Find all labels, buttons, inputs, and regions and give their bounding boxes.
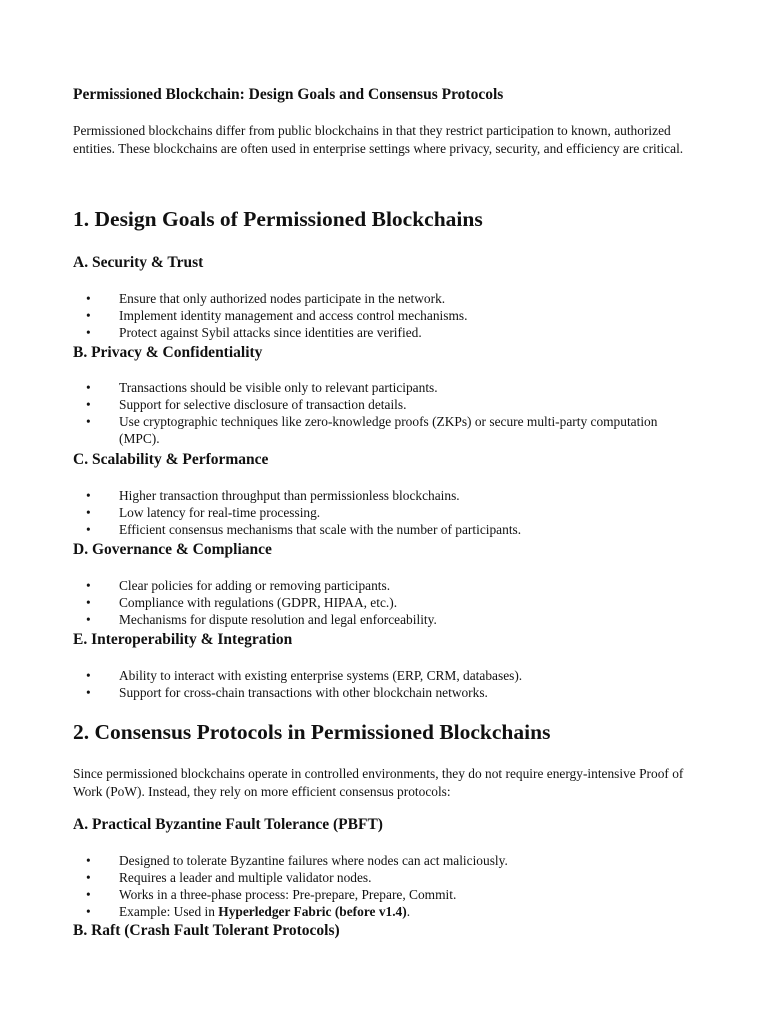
list-item: [0, 667, 679, 684]
example-bold-text: Hyperledger Fabric (before v1.4): [218, 904, 407, 919]
bullet-glyph: •: [86, 488, 91, 503]
bullet-glyph: •: [86, 668, 91, 683]
interoperability-bullet-list: [0, 667, 679, 701]
list-item-text: Requires a leader and multiple validator nodes.: [119, 870, 372, 885]
list-item: [0, 869, 679, 886]
scalability-bullet-list: [0, 487, 679, 538]
bullet-glyph: •: [86, 325, 91, 340]
list-item: [0, 577, 679, 594]
section-2-intro-paragraph: Since permissioned blockchains operate in controlled environments, they do not require energy-intensive Proof of Work (PoW). Instead, they rely on more efficient consensus protocols:: [73, 766, 684, 799]
list-item-text: Designed to tolerate Byzantine failures where nodes can act maliciously.: [119, 853, 508, 868]
section-2-heading: 2. Consensus Protocols in Permissioned Blockchains: [73, 720, 551, 744]
governance-bullet-list: [0, 577, 679, 628]
subsection-privacy-heading: B. Privacy & Confidentiality: [73, 344, 263, 361]
list-item-text: Works in a three-phase process: Pre-prepare, Prepare, Commit.: [119, 887, 457, 902]
list-item-text: Compliance with regulations (GDPR, HIPAA, etc.).: [119, 595, 398, 610]
subsection-pbft-heading: A. Practical Byzantine Fault Tolerance (PBFT): [73, 816, 383, 833]
bullet-glyph: •: [86, 522, 91, 537]
list-item: [0, 290, 679, 307]
list-item-text: Clear policies for adding or removing participants.: [119, 578, 391, 593]
list-item: [0, 487, 679, 504]
bullet-glyph: •: [86, 380, 91, 395]
list-item: [0, 324, 679, 341]
list-item-text: Use cryptographic techniques like zero-knowledge proofs (ZKPs) or secure multi-party computation (MPC).: [119, 414, 658, 446]
pbft-bullet-list: [0, 852, 679, 920]
list-item: [0, 413, 679, 447]
bullet-glyph: •: [86, 578, 91, 593]
example-prefix: Example: Used in: [119, 904, 219, 919]
list-item-text: Ensure that only authorized nodes participate in the network.: [119, 291, 446, 306]
bullet-glyph: •: [86, 397, 91, 412]
list-item: [0, 307, 679, 324]
list-item: [0, 396, 679, 413]
subsection-scalability-heading: C. Scalability & Performance: [73, 451, 269, 468]
example-suffix: .: [406, 904, 411, 919]
privacy-bullet-list: [0, 379, 679, 447]
security-bullet-list: [0, 290, 679, 341]
bullet-glyph: •: [86, 685, 91, 700]
list-item-text: Ability to interact with existing enterprise systems (ERP, CRM, databases).: [119, 668, 523, 683]
list-item: [0, 886, 679, 903]
bullet-glyph: •: [86, 612, 91, 627]
list-item: [0, 379, 679, 396]
bullet-glyph: •: [86, 291, 91, 306]
list-item: [0, 903, 679, 920]
bullet-glyph: •: [86, 308, 91, 323]
list-item-text: Low latency for real-time processing.: [119, 505, 321, 520]
list-item-text: Support for selective disclosure of transaction details.: [119, 397, 407, 412]
list-item-text: Higher transaction throughput than permissionless blockchains.: [119, 488, 460, 503]
bullet-glyph: •: [86, 887, 91, 902]
list-item: [0, 521, 679, 538]
list-item-text: Transactions should be visible only to relevant participants.: [119, 380, 438, 395]
bullet-glyph: •: [86, 505, 91, 520]
list-item-text: Efficient consensus mechanisms that scale with the number of participants.: [119, 522, 522, 537]
bullet-glyph: •: [86, 414, 91, 429]
list-item: [0, 594, 679, 611]
list-item-text: Mechanisms for dispute resolution and legal enforceability.: [119, 612, 437, 627]
subsection-security-heading: A. Security & Trust: [73, 254, 204, 271]
list-item: [0, 852, 679, 869]
section-1-heading: 1. Design Goals of Permissioned Blockchains: [73, 207, 483, 231]
bullet-glyph: •: [86, 870, 91, 885]
subsection-governance-heading: D. Governance & Compliance: [73, 541, 272, 558]
bullet-glyph: •: [86, 853, 91, 868]
document-title: Permissioned Blockchain: Design Goals and Consensus Protocols: [73, 86, 504, 103]
list-item-text: Protect against Sybil attacks since identities are verified.: [119, 325, 422, 340]
subsection-interoperability-heading: E. Interoperability & Integration: [73, 631, 293, 648]
list-item: [0, 611, 679, 628]
list-item-text: Implement identity management and access control mechanisms.: [119, 308, 468, 323]
subsection-raft-heading: B. Raft (Crash Fault Tolerant Protocols): [73, 922, 340, 939]
intro-paragraph: Permissioned blockchains differ from public blockchains in that they restrict participation to known, authorized entities. These blockchains are often used in enterprise settings where privacy, security, and efficiency are critical.: [73, 123, 684, 156]
bullet-glyph: •: [86, 904, 91, 919]
list-item-text: Support for cross-chain transactions with other blockchain networks.: [119, 685, 488, 700]
bullet-glyph: •: [86, 595, 91, 610]
list-item: [0, 504, 679, 521]
list-item: [0, 684, 679, 701]
